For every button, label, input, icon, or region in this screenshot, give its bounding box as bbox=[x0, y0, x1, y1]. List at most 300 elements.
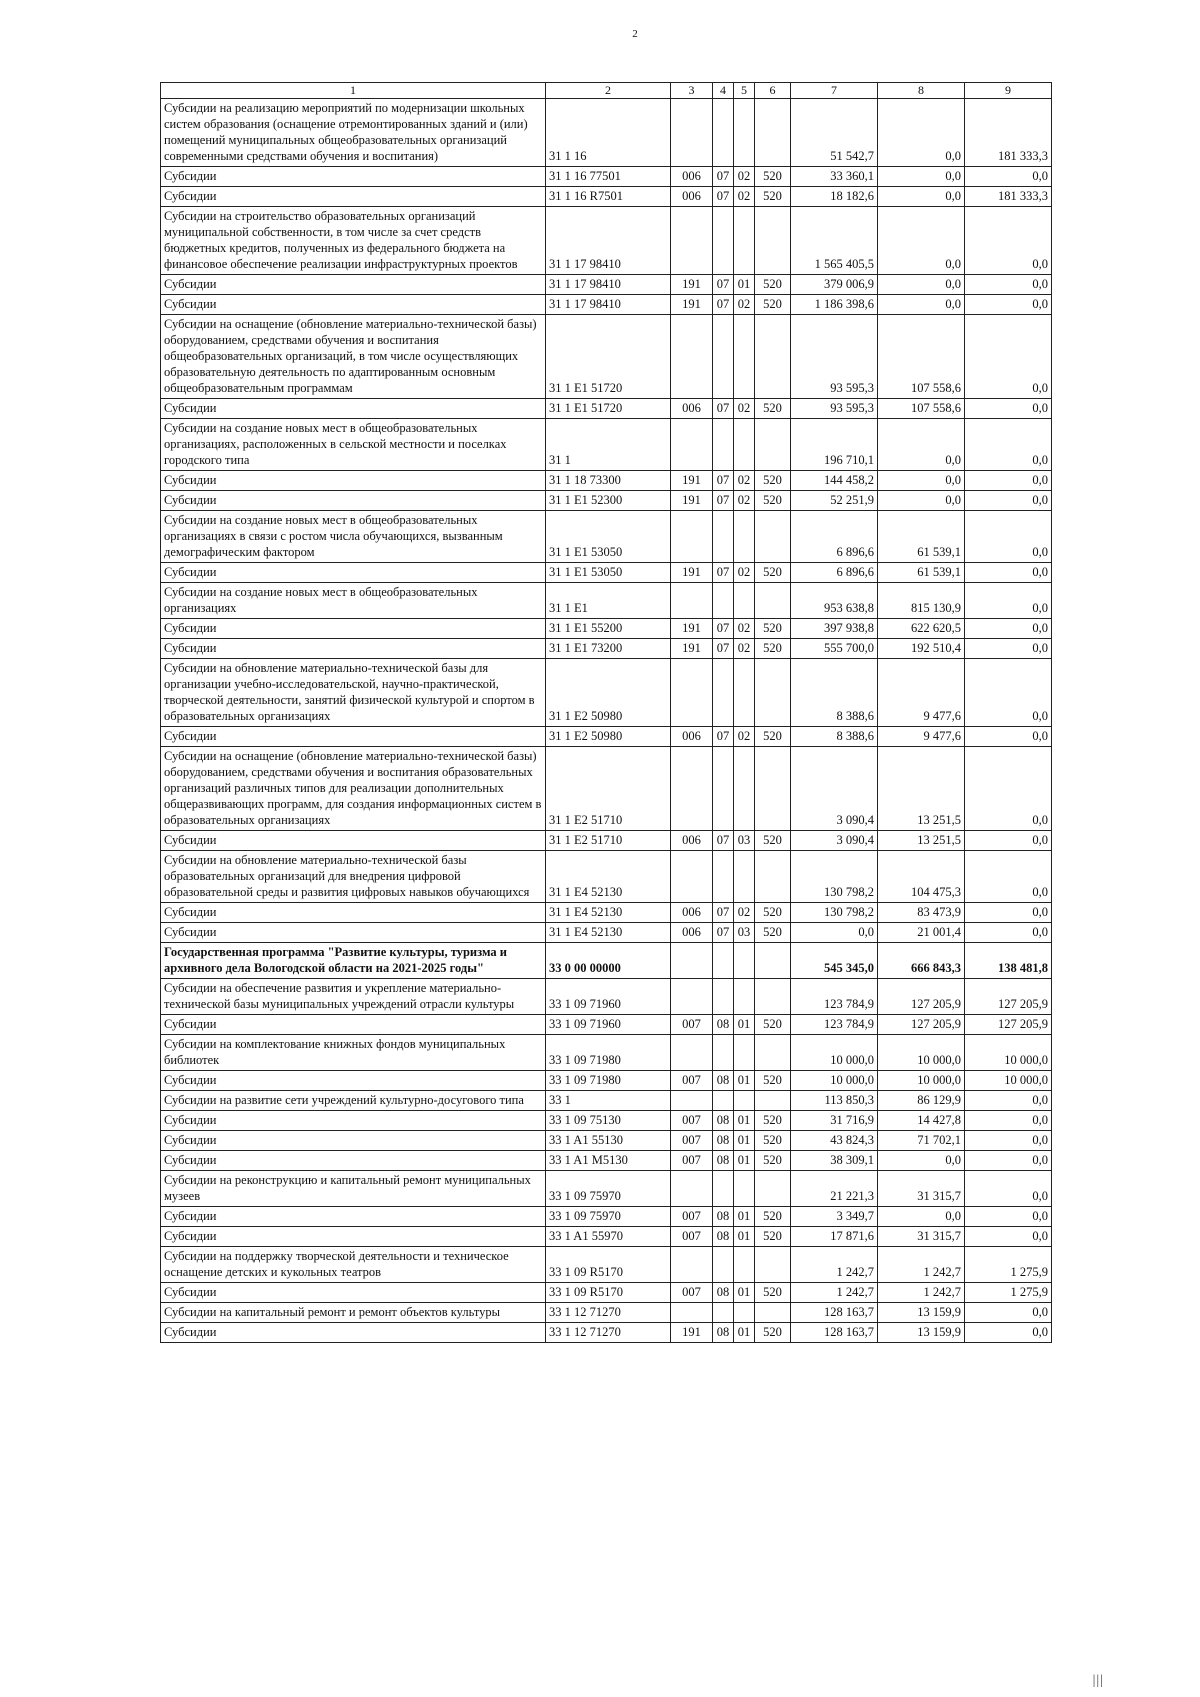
row-col5-cell: 02 bbox=[734, 619, 755, 639]
row-name-cell: Субсидии bbox=[161, 1111, 546, 1131]
row-col6-cell bbox=[755, 207, 791, 275]
row-col8-cell: 0,0 bbox=[878, 295, 965, 315]
row-col9-cell: 138 481,8 bbox=[965, 943, 1052, 979]
row-col4-cell: 07 bbox=[713, 903, 734, 923]
row-code-cell: 31 1 18 73300 bbox=[546, 471, 671, 491]
row-col4-cell: 08 bbox=[713, 1131, 734, 1151]
row-col6-cell bbox=[755, 1171, 791, 1207]
row-col8-cell: 0,0 bbox=[878, 187, 965, 207]
row-col9-cell: 0,0 bbox=[965, 923, 1052, 943]
row-col9-cell: 0,0 bbox=[965, 1171, 1052, 1207]
row-col7-cell: 18 182,6 bbox=[791, 187, 878, 207]
row-col5-cell: 01 bbox=[734, 1151, 755, 1171]
row-col6-cell: 520 bbox=[755, 187, 791, 207]
row-col5-cell bbox=[734, 747, 755, 831]
table-row bbox=[161, 167, 1052, 187]
row-name-cell: Субсидии bbox=[161, 923, 546, 943]
row-col4-cell: 08 bbox=[713, 1151, 734, 1171]
row-col9-cell: 181 333,3 bbox=[965, 187, 1052, 207]
row-col4-cell: 08 bbox=[713, 1111, 734, 1131]
row-col6-cell: 520 bbox=[755, 639, 791, 659]
row-col9-cell: 0,0 bbox=[965, 727, 1052, 747]
row-code-cell: 31 1 E2 51710 bbox=[546, 747, 671, 831]
row-name-cell: Субсидии bbox=[161, 471, 546, 491]
table-row bbox=[161, 903, 1052, 923]
row-col4-cell: 08 bbox=[713, 1283, 734, 1303]
row-col6-cell bbox=[755, 659, 791, 727]
row-col7-cell: 93 595,3 bbox=[791, 399, 878, 419]
table-row bbox=[161, 1207, 1052, 1227]
row-col4-cell bbox=[713, 1171, 734, 1207]
row-col9-cell: 0,0 bbox=[965, 851, 1052, 903]
row-col8-cell: 31 315,7 bbox=[878, 1171, 965, 1207]
row-col6-cell: 520 bbox=[755, 903, 791, 923]
table-row bbox=[161, 471, 1052, 491]
table-row bbox=[161, 419, 1052, 471]
row-code-cell: 33 1 A1 55970 bbox=[546, 1227, 671, 1247]
row-col6-cell: 520 bbox=[755, 563, 791, 583]
row-col9-cell: 0,0 bbox=[965, 295, 1052, 315]
row-col3-cell: 191 bbox=[671, 275, 713, 295]
row-col5-cell: 01 bbox=[734, 1207, 755, 1227]
row-code-cell: 31 1 bbox=[546, 419, 671, 471]
row-col4-cell: 07 bbox=[713, 471, 734, 491]
row-col7-cell: 38 309,1 bbox=[791, 1151, 878, 1171]
row-code-cell: 31 1 E1 bbox=[546, 583, 671, 619]
row-col8-cell: 127 205,9 bbox=[878, 979, 965, 1015]
row-col9-cell: 0,0 bbox=[965, 1151, 1052, 1171]
row-col3-cell bbox=[671, 659, 713, 727]
row-code-cell: 33 1 A1 55130 bbox=[546, 1131, 671, 1151]
row-code-cell: 31 1 E1 51720 bbox=[546, 315, 671, 399]
row-col6-cell bbox=[755, 315, 791, 399]
row-col4-cell bbox=[713, 851, 734, 903]
row-code-cell: 31 1 E1 55200 bbox=[546, 619, 671, 639]
row-col4-cell bbox=[713, 511, 734, 563]
header-row bbox=[161, 83, 1052, 99]
table-row bbox=[161, 727, 1052, 747]
row-col3-cell: 007 bbox=[671, 1071, 713, 1091]
row-code-cell: 31 1 17 98410 bbox=[546, 207, 671, 275]
row-col5-cell: 01 bbox=[734, 1323, 755, 1343]
row-col6-cell: 520 bbox=[755, 1071, 791, 1091]
row-col7-cell: 1 242,7 bbox=[791, 1283, 878, 1303]
row-col8-cell: 622 620,5 bbox=[878, 619, 965, 639]
row-name-cell: Субсидии на реконструкцию и капитальный ремонт муниципальных музеев bbox=[161, 1171, 546, 1207]
row-col6-cell: 520 bbox=[755, 471, 791, 491]
table-row bbox=[161, 1227, 1052, 1247]
row-code-cell: 33 1 09 71980 bbox=[546, 1071, 671, 1091]
row-col9-cell: 0,0 bbox=[965, 747, 1052, 831]
row-col4-cell bbox=[713, 315, 734, 399]
row-code-cell: 33 1 09 75970 bbox=[546, 1207, 671, 1227]
row-code-cell: 31 1 E4 52130 bbox=[546, 903, 671, 923]
row-col9-cell: 181 333,3 bbox=[965, 99, 1052, 167]
table-row bbox=[161, 659, 1052, 727]
row-code-cell: 31 1 E1 52300 bbox=[546, 491, 671, 511]
table-body bbox=[161, 99, 1052, 1343]
row-col7-cell: 17 871,6 bbox=[791, 1227, 878, 1247]
row-col6-cell bbox=[755, 583, 791, 619]
row-col8-cell: 192 510,4 bbox=[878, 639, 965, 659]
header-cell: 9 bbox=[965, 83, 1052, 99]
row-col9-cell: 0,0 bbox=[965, 471, 1052, 491]
row-col7-cell: 43 824,3 bbox=[791, 1131, 878, 1151]
row-name-cell: Субсидии на обновление материально-технической базы образовательных организаций для внедрения цифровой образовательной среды и развития цифровых навыков обучающихся bbox=[161, 851, 546, 903]
row-col6-cell bbox=[755, 1035, 791, 1071]
row-col7-cell: 196 710,1 bbox=[791, 419, 878, 471]
row-name-cell: Субсидии bbox=[161, 491, 546, 511]
row-col8-cell: 1 242,7 bbox=[878, 1247, 965, 1283]
row-col7-cell: 51 542,7 bbox=[791, 99, 878, 167]
row-col9-cell: 0,0 bbox=[965, 583, 1052, 619]
row-col5-cell: 02 bbox=[734, 563, 755, 583]
row-code-cell: 31 1 16 bbox=[546, 99, 671, 167]
row-col4-cell: 07 bbox=[713, 167, 734, 187]
row-name-cell: Субсидии bbox=[161, 639, 546, 659]
row-name-cell: Субсидии bbox=[161, 727, 546, 747]
row-col9-cell: 0,0 bbox=[965, 1227, 1052, 1247]
row-name-cell: Субсидии bbox=[161, 1283, 546, 1303]
row-name-cell: Субсидии на развитие сети учреждений культурно-досугового типа bbox=[161, 1091, 546, 1111]
row-col3-cell: 006 bbox=[671, 187, 713, 207]
row-col5-cell: 02 bbox=[734, 903, 755, 923]
row-col9-cell: 0,0 bbox=[965, 903, 1052, 923]
row-col9-cell: 0,0 bbox=[965, 491, 1052, 511]
row-col8-cell: 61 539,1 bbox=[878, 563, 965, 583]
row-col3-cell bbox=[671, 99, 713, 167]
row-col8-cell: 13 159,9 bbox=[878, 1323, 965, 1343]
row-code-cell: 31 1 E1 51720 bbox=[546, 399, 671, 419]
row-col4-cell: 08 bbox=[713, 1071, 734, 1091]
row-code-cell: 31 1 E2 51710 bbox=[546, 831, 671, 851]
row-col6-cell: 520 bbox=[755, 491, 791, 511]
row-col8-cell: 21 001,4 bbox=[878, 923, 965, 943]
row-col8-cell: 0,0 bbox=[878, 167, 965, 187]
row-col4-cell bbox=[713, 99, 734, 167]
row-col4-cell: 07 bbox=[713, 563, 734, 583]
row-col8-cell: 127 205,9 bbox=[878, 1015, 965, 1035]
row-col5-cell: 02 bbox=[734, 295, 755, 315]
row-col8-cell: 0,0 bbox=[878, 1207, 965, 1227]
table-row bbox=[161, 747, 1052, 831]
row-code-cell: 31 1 E2 50980 bbox=[546, 727, 671, 747]
row-col4-cell bbox=[713, 207, 734, 275]
row-col5-cell: 01 bbox=[734, 1131, 755, 1151]
row-code-cell: 33 1 09 71960 bbox=[546, 1015, 671, 1035]
row-col3-cell: 007 bbox=[671, 1131, 713, 1151]
row-col6-cell bbox=[755, 99, 791, 167]
row-col4-cell bbox=[713, 1303, 734, 1323]
table-row bbox=[161, 851, 1052, 903]
row-code-cell: 33 1 09 R5170 bbox=[546, 1283, 671, 1303]
row-col7-cell: 31 716,9 bbox=[791, 1111, 878, 1131]
row-col9-cell: 0,0 bbox=[965, 419, 1052, 471]
row-col6-cell: 520 bbox=[755, 1111, 791, 1131]
row-col5-cell: 02 bbox=[734, 491, 755, 511]
row-name-cell: Субсидии на реализацию мероприятий по модернизации школьных систем образования (оснащение отремонтированных зданий и (или) помещений муниципальных общеобразовательных организаций современными средствами обучения и воспитания) bbox=[161, 99, 546, 167]
row-col3-cell bbox=[671, 747, 713, 831]
table-row bbox=[161, 619, 1052, 639]
row-col3-cell: 007 bbox=[671, 1227, 713, 1247]
row-col3-cell bbox=[671, 1303, 713, 1323]
header-cell: 6 bbox=[755, 83, 791, 99]
row-col6-cell: 520 bbox=[755, 1207, 791, 1227]
row-col7-cell: 144 458,2 bbox=[791, 471, 878, 491]
row-col3-cell: 191 bbox=[671, 563, 713, 583]
row-col9-cell: 0,0 bbox=[965, 1131, 1052, 1151]
row-col7-cell: 555 700,0 bbox=[791, 639, 878, 659]
row-col7-cell: 3 090,4 bbox=[791, 747, 878, 831]
table-row bbox=[161, 511, 1052, 563]
row-col6-cell bbox=[755, 747, 791, 831]
row-col9-cell: 0,0 bbox=[965, 659, 1052, 727]
row-col8-cell: 13 251,5 bbox=[878, 747, 965, 831]
row-name-cell: Субсидии bbox=[161, 167, 546, 187]
row-col3-cell: 006 bbox=[671, 903, 713, 923]
header-cell: 2 bbox=[546, 83, 671, 99]
row-col3-cell bbox=[671, 315, 713, 399]
row-col6-cell: 520 bbox=[755, 167, 791, 187]
row-col5-cell bbox=[734, 659, 755, 727]
row-col5-cell bbox=[734, 1171, 755, 1207]
row-name-cell: Субсидии на оснащение (обновление материально-технической базы) оборудованием, средствами обучения и воспитания общеобразовательных организаций, в том числе осуществляющих образовательную деятельность по адаптированным основным общеобразовательным программам bbox=[161, 315, 546, 399]
header-cell: 8 bbox=[878, 83, 965, 99]
row-col9-cell: 1 275,9 bbox=[965, 1283, 1052, 1303]
row-col3-cell: 006 bbox=[671, 167, 713, 187]
row-col5-cell: 01 bbox=[734, 275, 755, 295]
row-col7-cell: 21 221,3 bbox=[791, 1171, 878, 1207]
row-col5-cell bbox=[734, 315, 755, 399]
row-col3-cell: 191 bbox=[671, 619, 713, 639]
row-col9-cell: 0,0 bbox=[965, 1207, 1052, 1227]
row-name-cell: Субсидии bbox=[161, 1227, 546, 1247]
row-code-cell: 31 1 E1 53050 bbox=[546, 511, 671, 563]
row-col8-cell: 0,0 bbox=[878, 207, 965, 275]
budget-table bbox=[160, 82, 1052, 1343]
row-col6-cell bbox=[755, 851, 791, 903]
row-col7-cell: 10 000,0 bbox=[791, 1035, 878, 1071]
table-row bbox=[161, 1035, 1052, 1071]
row-col3-cell bbox=[671, 979, 713, 1015]
table-row bbox=[161, 1091, 1052, 1111]
row-code-cell: 33 1 09 71960 bbox=[546, 979, 671, 1015]
row-code-cell: 33 1 12 71270 bbox=[546, 1303, 671, 1323]
row-col5-cell: 02 bbox=[734, 727, 755, 747]
row-col9-cell: 0,0 bbox=[965, 1091, 1052, 1111]
row-code-cell: 31 1 16 R7501 bbox=[546, 187, 671, 207]
row-col5-cell bbox=[734, 851, 755, 903]
row-col5-cell: 01 bbox=[734, 1071, 755, 1091]
row-col7-cell: 6 896,6 bbox=[791, 511, 878, 563]
row-col7-cell: 1 565 405,5 bbox=[791, 207, 878, 275]
row-col9-cell: 0,0 bbox=[965, 1303, 1052, 1323]
row-col5-cell: 02 bbox=[734, 471, 755, 491]
row-col9-cell: 10 000,0 bbox=[965, 1071, 1052, 1091]
row-name-cell: Субсидии на создание новых мест в общеобразовательных организациях в связи с ростом числа обучающихся, вызванным демографическим фактором bbox=[161, 511, 546, 563]
row-col9-cell: 0,0 bbox=[965, 831, 1052, 851]
row-col7-cell: 1 242,7 bbox=[791, 1247, 878, 1283]
row-col7-cell: 52 251,9 bbox=[791, 491, 878, 511]
row-code-cell: 33 1 bbox=[546, 1091, 671, 1111]
row-col4-cell bbox=[713, 419, 734, 471]
row-col8-cell: 13 159,9 bbox=[878, 1303, 965, 1323]
table-row bbox=[161, 187, 1052, 207]
row-col8-cell: 0,0 bbox=[878, 471, 965, 491]
row-col5-cell bbox=[734, 99, 755, 167]
row-col8-cell: 31 315,7 bbox=[878, 1227, 965, 1247]
row-code-cell: 33 1 09 71980 bbox=[546, 1035, 671, 1071]
row-col5-cell bbox=[734, 1035, 755, 1071]
row-col7-cell: 33 360,1 bbox=[791, 167, 878, 187]
table-row bbox=[161, 831, 1052, 851]
table-row bbox=[161, 99, 1052, 167]
header-cell: 5 bbox=[734, 83, 755, 99]
row-col9-cell: 0,0 bbox=[965, 167, 1052, 187]
row-col8-cell: 10 000,0 bbox=[878, 1071, 965, 1091]
row-code-cell: 31 1 E2 50980 bbox=[546, 659, 671, 727]
row-code-cell: 31 1 E1 73200 bbox=[546, 639, 671, 659]
row-code-cell: 33 1 A1 M5130 bbox=[546, 1151, 671, 1171]
row-col9-cell: 10 000,0 bbox=[965, 1035, 1052, 1071]
row-col6-cell: 520 bbox=[755, 399, 791, 419]
row-col5-cell bbox=[734, 419, 755, 471]
row-code-cell: 33 1 12 71270 bbox=[546, 1323, 671, 1343]
row-col4-cell: 08 bbox=[713, 1207, 734, 1227]
row-col9-cell: 0,0 bbox=[965, 207, 1052, 275]
row-name-cell: Субсидии на оснащение (обновление материально-технической базы) оборудованием, средствами обучения и воспитания образовательных организаций различных типов для реализации дополнительных общеразвивающих программ, для создания информационных систем в образовательных организациях bbox=[161, 747, 546, 831]
row-col5-cell bbox=[734, 511, 755, 563]
row-col6-cell: 520 bbox=[755, 1283, 791, 1303]
page-number: 2 bbox=[632, 28, 638, 40]
row-col8-cell: 83 473,9 bbox=[878, 903, 965, 923]
row-col4-cell: 08 bbox=[713, 1015, 734, 1035]
row-name-cell: Субсидии bbox=[161, 275, 546, 295]
row-name-cell: Субсидии bbox=[161, 1207, 546, 1227]
row-col5-cell bbox=[734, 583, 755, 619]
row-col3-cell: 006 bbox=[671, 727, 713, 747]
row-col9-cell: 0,0 bbox=[965, 639, 1052, 659]
row-name-cell: Субсидии на поддержку творческой деятельности и техническое оснащение детских и кукольных театров bbox=[161, 1247, 546, 1283]
budget-table-container bbox=[160, 82, 1052, 1343]
row-col6-cell: 520 bbox=[755, 831, 791, 851]
row-col7-cell: 93 595,3 bbox=[791, 315, 878, 399]
row-col9-cell: 0,0 bbox=[965, 563, 1052, 583]
row-name-cell: Субсидии bbox=[161, 1323, 546, 1343]
row-col8-cell: 1 242,7 bbox=[878, 1283, 965, 1303]
row-col5-cell bbox=[734, 1091, 755, 1111]
row-col6-cell bbox=[755, 979, 791, 1015]
header-cell: 1 bbox=[161, 83, 546, 99]
row-col8-cell: 104 475,3 bbox=[878, 851, 965, 903]
table-row bbox=[161, 1071, 1052, 1091]
table-row bbox=[161, 207, 1052, 275]
row-col8-cell: 666 843,3 bbox=[878, 943, 965, 979]
row-col5-cell: 01 bbox=[734, 1283, 755, 1303]
table-row bbox=[161, 315, 1052, 399]
row-col4-cell bbox=[713, 979, 734, 1015]
row-code-cell: 31 1 16 77501 bbox=[546, 167, 671, 187]
row-col5-cell bbox=[734, 943, 755, 979]
row-col9-cell: 0,0 bbox=[965, 315, 1052, 399]
row-col3-cell bbox=[671, 1247, 713, 1283]
row-col3-cell: 191 bbox=[671, 1323, 713, 1343]
row-col7-cell: 10 000,0 bbox=[791, 1071, 878, 1091]
row-col7-cell: 123 784,9 bbox=[791, 1015, 878, 1035]
row-name-cell: Субсидии на обновление материально-технической базы для организации учебно-исследовательской, научно-практической, творческой деятельности, занятий физической культурой и спортом в образовательных организациях bbox=[161, 659, 546, 727]
row-col3-cell: 191 bbox=[671, 639, 713, 659]
row-col3-cell bbox=[671, 1091, 713, 1111]
row-name-cell: Субсидии на создание новых мест в общеобразовательных организациях bbox=[161, 583, 546, 619]
table-row bbox=[161, 1131, 1052, 1151]
row-col7-cell: 8 388,6 bbox=[791, 727, 878, 747]
row-col8-cell: 0,0 bbox=[878, 99, 965, 167]
row-col6-cell bbox=[755, 511, 791, 563]
row-col3-cell bbox=[671, 943, 713, 979]
row-col7-cell: 545 345,0 bbox=[791, 943, 878, 979]
row-name-cell: Субсидии bbox=[161, 399, 546, 419]
row-col8-cell: 9 477,6 bbox=[878, 727, 965, 747]
row-col7-cell: 130 798,2 bbox=[791, 851, 878, 903]
row-col3-cell bbox=[671, 419, 713, 471]
row-col7-cell: 0,0 bbox=[791, 923, 878, 943]
row-col8-cell: 0,0 bbox=[878, 491, 965, 511]
row-name-cell: Субсидии на обеспечение развития и укрепление материально-технической базы муниципальных учреждений отрасли культуры bbox=[161, 979, 546, 1015]
row-col5-cell: 02 bbox=[734, 399, 755, 419]
row-col4-cell: 07 bbox=[713, 619, 734, 639]
row-col5-cell: 01 bbox=[734, 1111, 755, 1131]
row-col7-cell: 3 090,4 bbox=[791, 831, 878, 851]
row-col3-cell bbox=[671, 583, 713, 619]
row-col9-cell: 0,0 bbox=[965, 275, 1052, 295]
row-col5-cell bbox=[734, 207, 755, 275]
row-col4-cell: 07 bbox=[713, 639, 734, 659]
table-row bbox=[161, 491, 1052, 511]
row-col4-cell bbox=[713, 1247, 734, 1283]
row-col5-cell: 01 bbox=[734, 1015, 755, 1035]
row-col7-cell: 6 896,6 bbox=[791, 563, 878, 583]
row-col4-cell bbox=[713, 583, 734, 619]
row-col4-cell: 07 bbox=[713, 727, 734, 747]
row-code-cell: 33 1 09 75130 bbox=[546, 1111, 671, 1131]
row-name-cell: Субсидии bbox=[161, 1151, 546, 1171]
row-col3-cell: 007 bbox=[671, 1111, 713, 1131]
row-col6-cell: 520 bbox=[755, 1131, 791, 1151]
row-name-cell: Субсидии на создание новых мест в общеобразовательных организациях, расположенных в сельской местности и поселках городского типа bbox=[161, 419, 546, 471]
row-col4-cell bbox=[713, 659, 734, 727]
row-col8-cell: 14 427,8 bbox=[878, 1111, 965, 1131]
row-col6-cell: 520 bbox=[755, 295, 791, 315]
row-name-cell: Субсидии bbox=[161, 619, 546, 639]
row-col3-cell: 007 bbox=[671, 1283, 713, 1303]
row-col5-cell bbox=[734, 1303, 755, 1323]
row-col4-cell: 07 bbox=[713, 295, 734, 315]
row-col5-cell bbox=[734, 1247, 755, 1283]
row-col9-cell: 127 205,9 bbox=[965, 1015, 1052, 1035]
row-col7-cell: 113 850,3 bbox=[791, 1091, 878, 1111]
row-col6-cell: 520 bbox=[755, 1151, 791, 1171]
row-col7-cell: 128 163,7 bbox=[791, 1323, 878, 1343]
row-col8-cell: 107 558,6 bbox=[878, 399, 965, 419]
row-col4-cell: 07 bbox=[713, 923, 734, 943]
row-col5-cell: 02 bbox=[734, 167, 755, 187]
row-col7-cell: 8 388,6 bbox=[791, 659, 878, 727]
row-col8-cell: 13 251,5 bbox=[878, 831, 965, 851]
row-col5-cell: 01 bbox=[734, 1227, 755, 1247]
row-col4-cell bbox=[713, 1091, 734, 1111]
row-col6-cell bbox=[755, 943, 791, 979]
row-col9-cell: 0,0 bbox=[965, 619, 1052, 639]
